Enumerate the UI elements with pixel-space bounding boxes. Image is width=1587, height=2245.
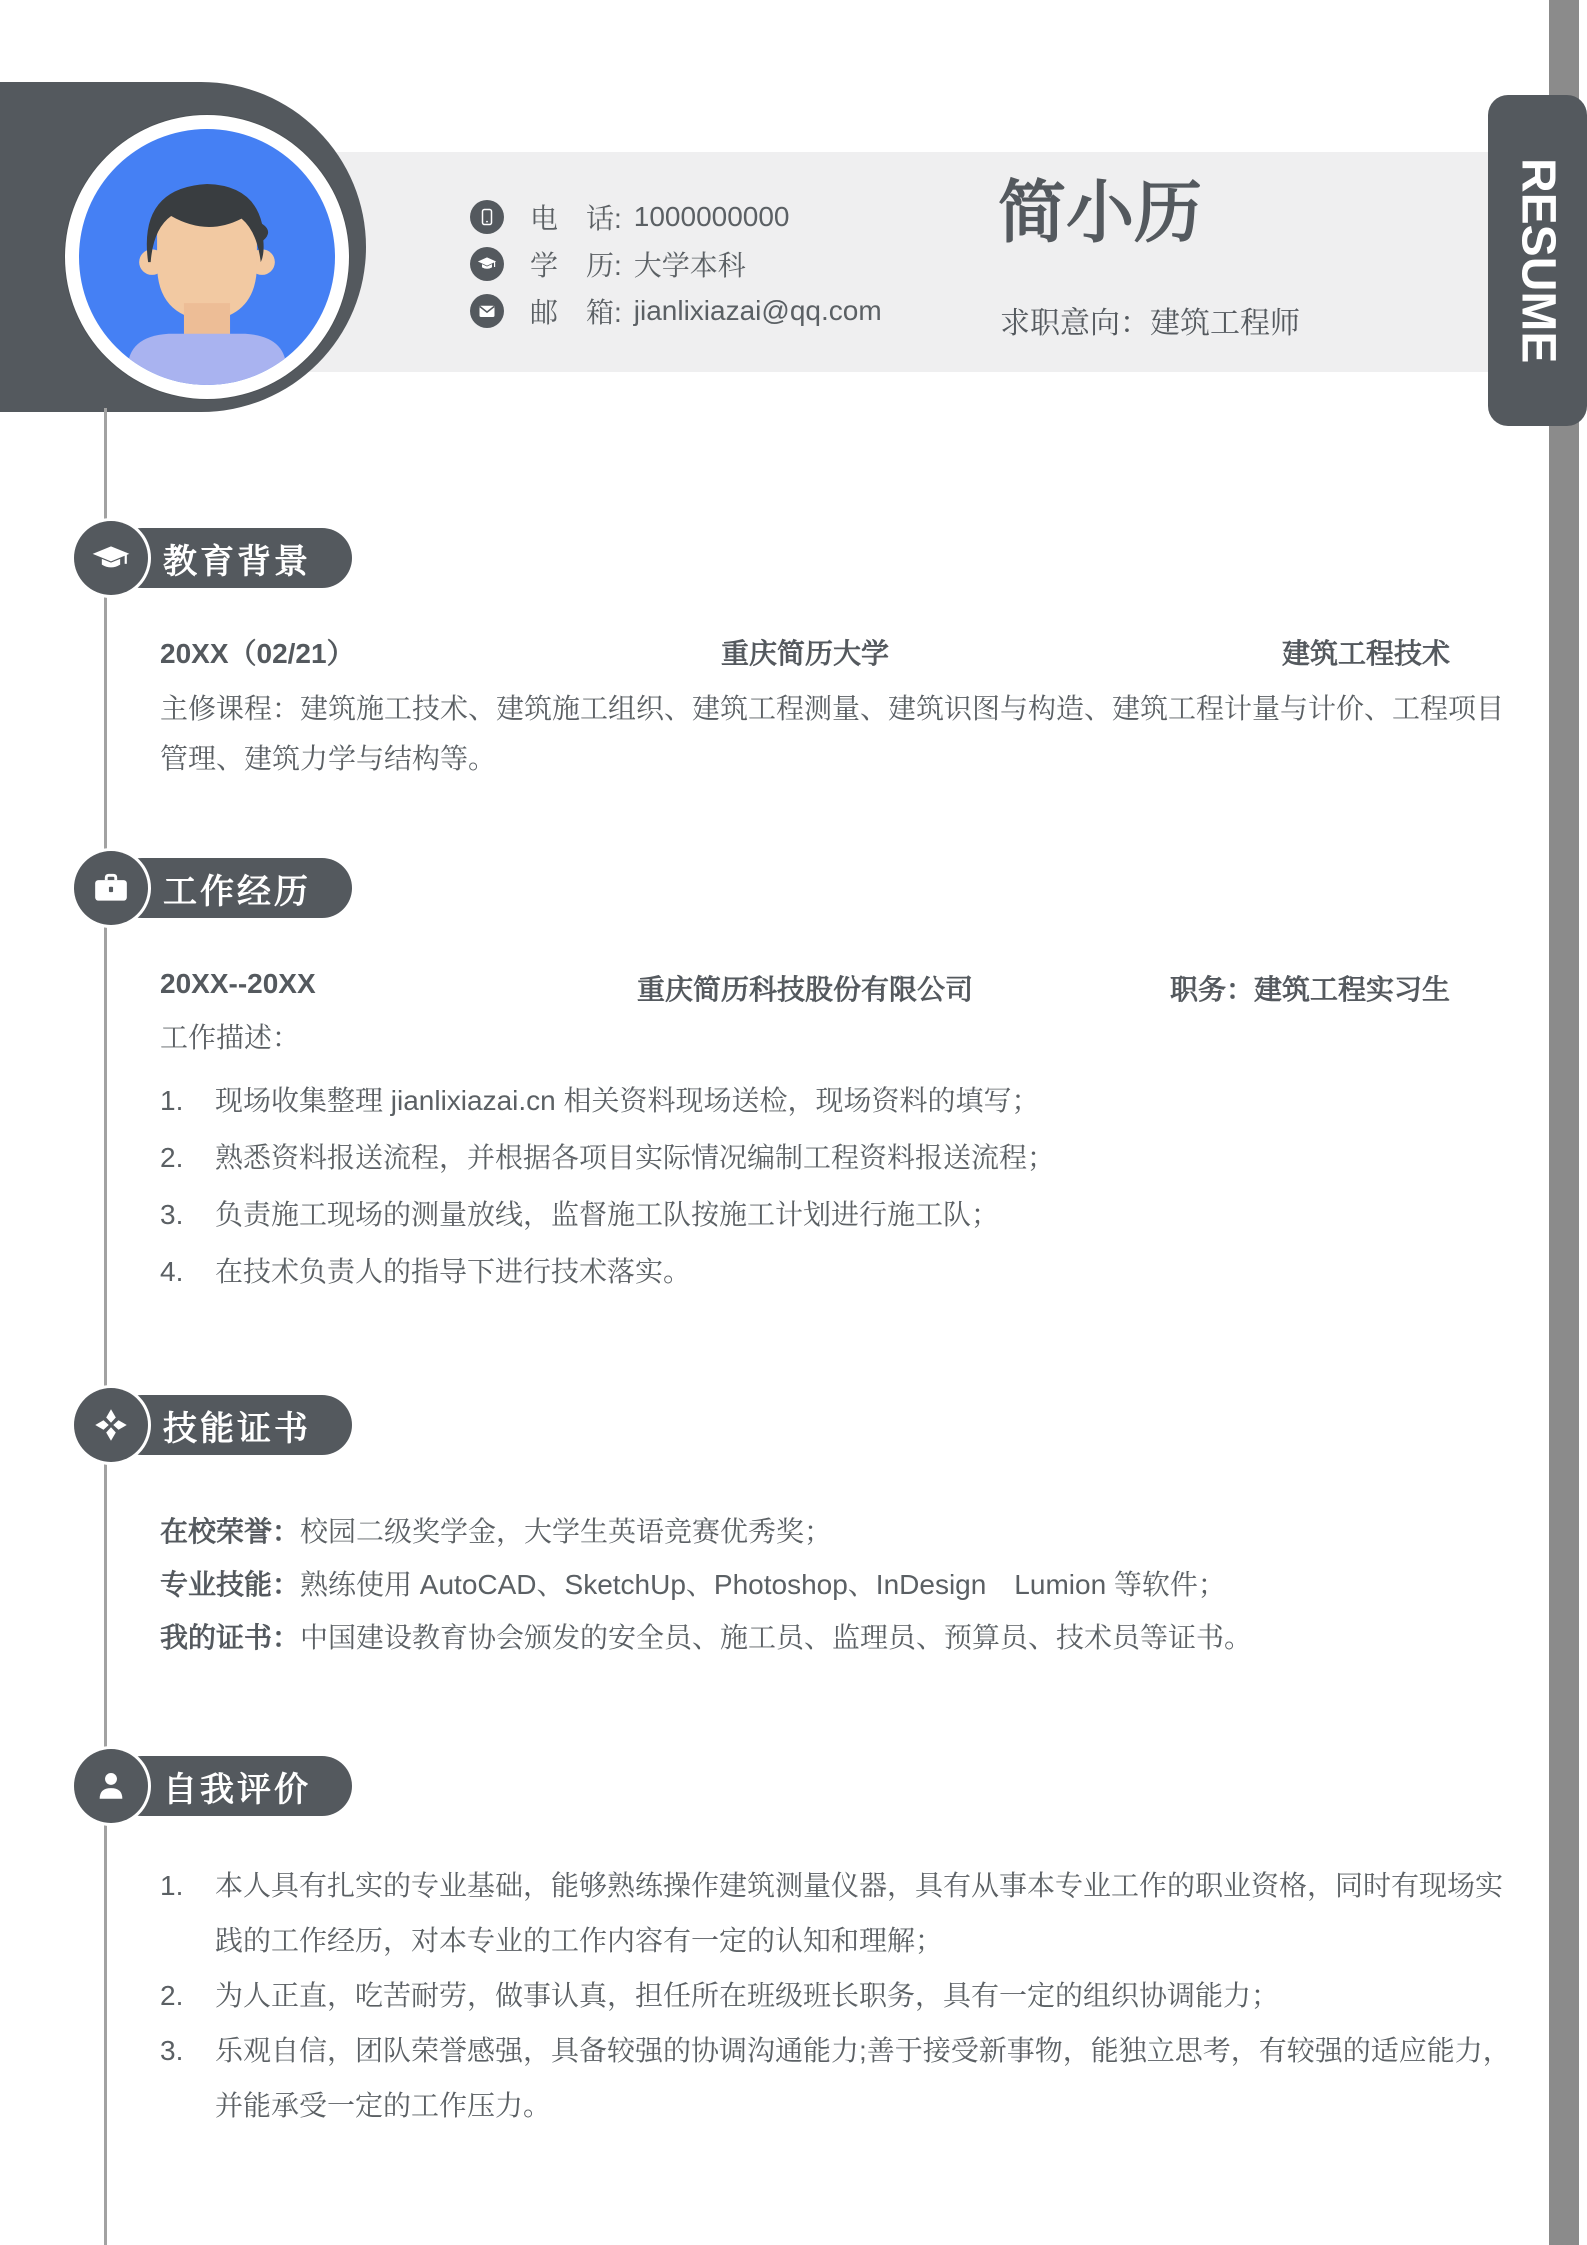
item-text: 在技术负责人的指导下进行技术落实。 — [215, 1256, 692, 1287]
work-item — [160, 1129, 1512, 1186]
section-icon-education — [74, 521, 148, 595]
section-pill-work — [112, 858, 352, 918]
education-date: 20XX（02/21） — [160, 638, 355, 669]
skills-row — [160, 1611, 1512, 1664]
briefcase-icon — [92, 869, 130, 907]
self-evaluation-item — [160, 2023, 1512, 2133]
item-text: 乐观自信，团队荣誉感强，具备较强的协调沟通能力;善于接受新事物，能独立思考，有较强的适应能力，并能承受一定的工作压力。 — [215, 2035, 1511, 2121]
phone-icon — [470, 200, 504, 234]
education-major: 建筑工程技术 — [1281, 638, 1450, 669]
contact-info — [470, 200, 882, 328]
work-company: 重庆简历科技股份有限公司 — [636, 974, 974, 1005]
skills-label: 在校荣誉： — [160, 1516, 301, 1547]
item-text: 为人正直，吃苦耐劳，做事认真，担任所在班级班长职务，具有一定的组织协调能力； — [215, 1980, 1280, 2011]
skills-rows — [160, 1505, 1512, 1664]
work-period: 20XX--20XX — [160, 968, 316, 999]
contact-label: 邮 箱: — [530, 297, 622, 328]
job-intention: 求职意向：建筑工程师 — [1000, 307, 1300, 340]
section-title: 技能证书 — [163, 1409, 311, 1448]
item-number: 1. — [160, 1870, 184, 1901]
work-items — [160, 1072, 1512, 1300]
education-courses: 主修课程：建筑施工技术、建筑施工组织、建筑工程测量、建筑识图与构造、建筑工程计量与计价、工程项目管理、建筑力学与结构等。 — [160, 693, 1505, 774]
section-icon-self-evaluation — [74, 1749, 148, 1823]
item-number: 4. — [160, 1256, 184, 1287]
avatar — [65, 115, 349, 399]
item-number: 3. — [160, 1199, 184, 1230]
work-summary-row — [160, 968, 1450, 1004]
work-position: 职务：建筑工程实习生 — [1169, 974, 1450, 1005]
item-number: 2. — [160, 1980, 184, 2011]
person-icon — [94, 1769, 128, 1803]
timeline-line — [104, 408, 107, 2245]
work-desc-label: 工作描述： — [160, 1022, 301, 1053]
skill-badge-icon — [93, 1407, 129, 1443]
self-evaluation-item — [160, 1968, 1512, 2023]
graduation-cap-icon — [91, 538, 131, 578]
contact-row-phone — [470, 200, 882, 234]
section-pill-self-evaluation — [112, 1756, 352, 1816]
skills-text: 校园二级奖学金，大学生英语竞赛优秀奖； — [300, 1516, 833, 1547]
section-pill-skills — [112, 1395, 352, 1455]
education-school: 重庆简历大学 — [720, 638, 890, 669]
skills-label: 专业技能： — [160, 1569, 301, 1600]
section-title: 自我评价 — [163, 1770, 311, 1809]
item-number: 3. — [160, 2035, 184, 2066]
candidate-name: 简小历 — [998, 175, 1203, 251]
contact-label: 学 历: — [530, 250, 622, 281]
self-evaluation-item — [160, 1858, 1512, 1968]
section-pill-education — [112, 528, 352, 588]
resume-vertical-text: RESUME — [1511, 157, 1565, 364]
skills-text: 中国建设教育协会颁发的安全员、施工员、监理员、预算员、技术员等证书。 — [300, 1622, 1253, 1653]
self-evaluation-items — [160, 1858, 1512, 2133]
item-number: 1. — [160, 1085, 184, 1116]
section-title: 教育背景 — [163, 542, 311, 581]
skills-label: 我的证书： — [160, 1622, 301, 1653]
contact-label: 电 话: — [530, 203, 622, 234]
work-item — [160, 1072, 1512, 1129]
item-text: 负责施工现场的测量放线，监督施工队按施工计划进行施工队； — [215, 1199, 1000, 1230]
work-item — [160, 1243, 1512, 1300]
envelope-icon — [470, 294, 504, 328]
skills-row — [160, 1505, 1512, 1558]
skills-text: 熟练使用 AutoCAD、SketchUp、Photoshop、InDesign Lumion 等软件； — [300, 1569, 1226, 1600]
education-summary-row — [160, 632, 1450, 668]
contact-value: 大学本科 — [633, 250, 746, 281]
contact-row-email — [470, 294, 882, 328]
section-icon-work — [74, 851, 148, 925]
skills-row — [160, 1558, 1512, 1611]
resume-ribbon — [1488, 95, 1587, 426]
item-text: 本人具有扎实的专业基础，能够熟练操作建筑测量仪器，具有从事本专业工作的职业资格，同时有现场实践的工作经历，对本专业的工作内容有一定的认知和理解； — [215, 1870, 1504, 1956]
section-icon-skills — [74, 1388, 148, 1462]
contact-row-education — [470, 247, 882, 281]
avatar-photo — [79, 129, 335, 385]
item-text: 现场收集整理 jianlixiazai.cn 相关资料现场送检，现场资料的填写； — [215, 1085, 1040, 1116]
work-item — [160, 1186, 1512, 1243]
section-title: 工作经历 — [163, 872, 311, 911]
item-number: 2. — [160, 1142, 184, 1173]
contact-value: 1000000000 — [633, 201, 790, 232]
contact-value: jianlixiazai@qq.com — [633, 295, 882, 326]
graduation-cap-icon — [470, 247, 504, 281]
item-text: 熟悉资料报送流程，并根据各项目实际情况编制工程资料报送流程； — [215, 1142, 1056, 1173]
